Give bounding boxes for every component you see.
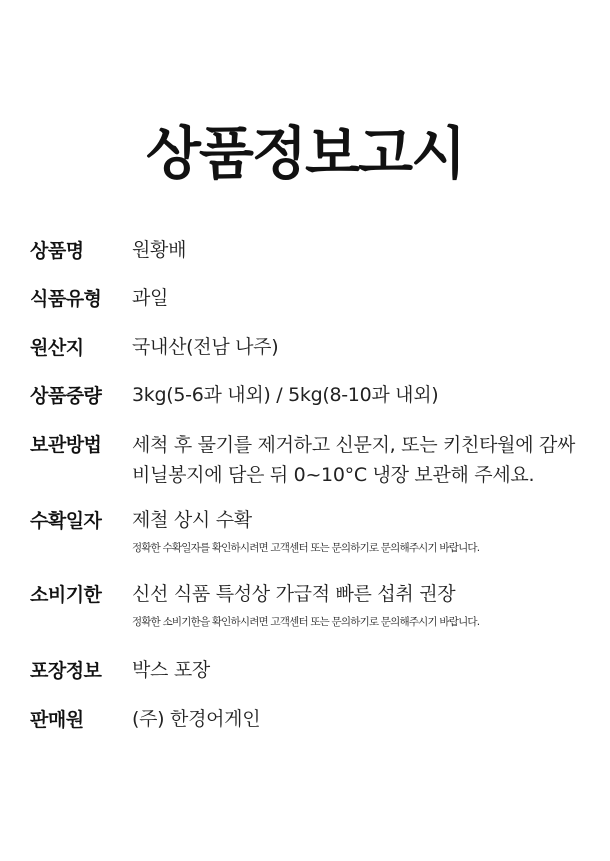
value-harvest-date: 제철 상시 수확 bbox=[132, 509, 252, 531]
value-seller: (주) 한경어게인 bbox=[132, 708, 261, 730]
value-expiry: 신선 식품 특성상 가급적 빠른 섭취 권장 bbox=[132, 583, 456, 605]
value-packaging: 박스 포장 bbox=[132, 659, 210, 681]
label-expiry: 소비기한 bbox=[30, 584, 102, 606]
label-product-name: 상품명 bbox=[30, 240, 84, 262]
value-product-name: 원황배 bbox=[132, 239, 187, 261]
label-food-type: 식품유형 bbox=[30, 288, 102, 310]
label-packaging: 포장정보 bbox=[30, 660, 102, 682]
value-food-type: 과일 bbox=[132, 287, 169, 309]
value-storage bbox=[132, 430, 592, 490]
page-title: 상품정보고시 bbox=[145, 121, 465, 187]
value-storage-line1: 세척 후 물기를 제거하고 신문지, 또는 키친타월에 감싸 bbox=[132, 434, 576, 456]
label-harvest-date: 수확일자 bbox=[30, 510, 102, 532]
label-seller: 판매원 bbox=[30, 709, 84, 731]
label-weight: 상품중량 bbox=[30, 385, 102, 407]
note-harvest-date: 정확한 수확일자를 확인하시려면 고객센터 또는 문의하기로 문의해주시기 바랍니다. bbox=[132, 542, 480, 554]
label-storage: 보관방법 bbox=[30, 434, 102, 456]
value-weight: 3kg(5-6과 내외) / 5kg(8-10과 내외) bbox=[132, 384, 439, 406]
label-origin: 원산지 bbox=[30, 337, 84, 359]
note-expiry: 정확한 소비기한을 확인하시려면 고객센터 또는 문의하기로 문의해주시기 바랍니다. bbox=[132, 616, 480, 628]
value-storage-line2: 비닐봉지에 담은 뒤 0~10°C 냉장 보관해 주세요. bbox=[132, 464, 535, 486]
value-origin: 국내산(전남 나주) bbox=[132, 336, 279, 358]
